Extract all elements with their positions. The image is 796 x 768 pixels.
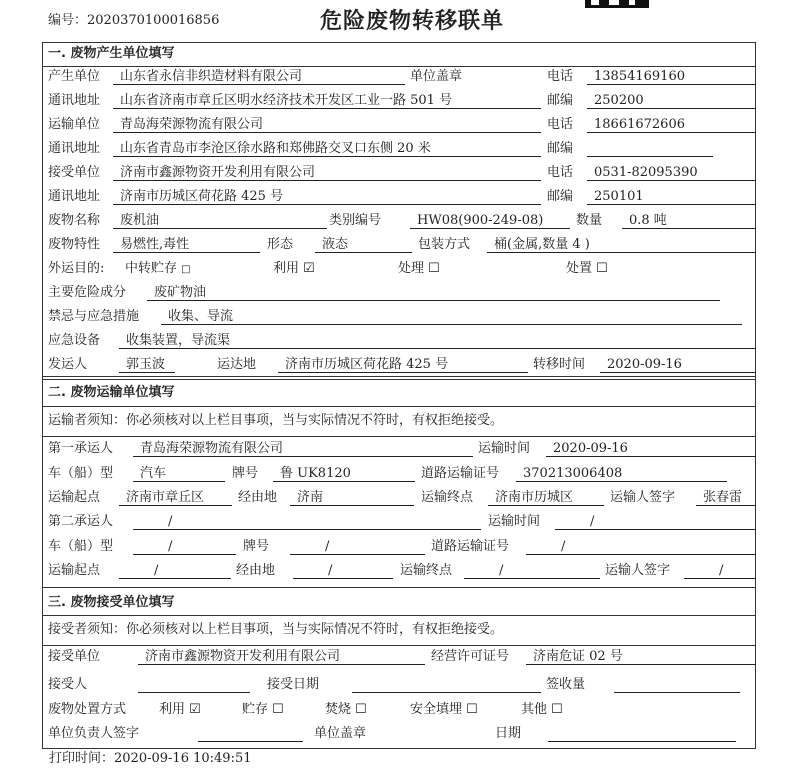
start-label: 运输起点: [48, 563, 101, 578]
transporter-field[interactable]: 青岛海荣源物流有限公司: [113, 116, 541, 133]
option-label: 中转贮存: [125, 261, 178, 276]
form-label: 形态: [267, 237, 294, 252]
signed-amount-field[interactable]: [614, 676, 740, 693]
hazard-label: 主要危险成分: [48, 285, 127, 300]
divider: [42, 406, 756, 407]
equipment-field[interactable]: 收集装置，导流渠: [119, 332, 756, 349]
option-label: 贮存: [242, 702, 269, 717]
transporter-zip-field[interactable]: [587, 140, 713, 157]
section-2-heading: 二. 废物运输单位填写: [48, 385, 175, 400]
print-time-value: 2020-09-16 10:49:51: [114, 751, 252, 766]
divider: [42, 436, 756, 437]
final-date-label: 日期: [495, 726, 522, 741]
transport-time1-field[interactable]: 2020-09-16: [546, 440, 756, 457]
divider: [42, 645, 756, 646]
address-label: 通讯地址: [48, 189, 101, 204]
section-1-heading: 一. 废物产生单位填写: [48, 46, 175, 61]
section-3-heading: 三. 废物接受单位填写: [48, 595, 175, 610]
seal-label: 单位盖章: [410, 69, 463, 84]
print-time-label: 打印时间：: [49, 751, 115, 766]
signature2-field[interactable]: /: [684, 562, 756, 579]
receiver-zip-field[interactable]: 250101: [587, 188, 756, 205]
purpose-option-utilization[interactable]: [273, 260, 315, 278]
option-label: 处置: [566, 261, 593, 276]
transporter-address-field[interactable]: 山东省青岛市李沧区徐水路和郑佛路交叉口东侧 20 米: [113, 140, 541, 157]
shipper-field[interactable]: 郭玉波: [119, 356, 175, 373]
method-option-other[interactable]: [521, 701, 563, 719]
purpose-option-transfer-storage[interactable]: [125, 260, 191, 278]
receiver-address-field[interactable]: 济南市历城区荷花路 425 号: [113, 188, 541, 205]
carrier1-label: 第一承运人: [48, 441, 114, 456]
method-option-storage[interactable]: [242, 701, 284, 719]
checked-checkbox-icon[interactable]: ☑: [303, 261, 315, 276]
checkbox-icon[interactable]: □: [181, 264, 191, 275]
purpose-label: 外运目的:: [48, 261, 105, 276]
divider: [42, 615, 756, 616]
transport-time-label: 运输时间: [478, 441, 531, 456]
packaging-label: 包装方式: [418, 237, 471, 252]
plate1-field[interactable]: 鲁 UK8120: [273, 465, 415, 482]
option-label: 焚烧: [325, 702, 352, 717]
transporter-label: 运输单位: [48, 117, 101, 132]
vehicle2-field[interactable]: /: [133, 538, 236, 555]
receiver-field[interactable]: 济南市鑫源物资开发利用有限公司: [113, 164, 541, 181]
purpose-option-treatment[interactable]: [398, 260, 440, 278]
receiving-unit-field[interactable]: 济南市鑫源物资开发利用有限公司: [138, 648, 425, 665]
zip-label: 邮编: [547, 93, 574, 108]
property-field[interactable]: 易燃性,毒性: [113, 236, 260, 253]
purpose-option-disposal[interactable]: [566, 260, 608, 278]
unit-seal-label: 单位盖章: [314, 726, 367, 741]
transfer-time-field[interactable]: 2020-09-16: [600, 356, 756, 373]
vehicle-label: 车（船）型: [48, 539, 114, 554]
plate-label: 牌号: [243, 539, 270, 554]
via1-field[interactable]: 济南: [290, 489, 414, 506]
divider: [42, 587, 756, 588]
transport-time2-field[interactable]: /: [555, 513, 756, 530]
category-field[interactable]: HW08(900-249-08): [410, 212, 570, 229]
option-label: 其他: [521, 702, 548, 717]
phone-label: 电话: [547, 69, 574, 84]
property-label: 废物特性: [48, 237, 101, 252]
checkbox-icon[interactable]: ☐: [466, 702, 478, 717]
permit-label: 道路运输证号: [431, 539, 510, 554]
quantity-field[interactable]: 0.8 吨: [622, 212, 756, 229]
shipper-label: 发运人: [48, 357, 88, 372]
address-label: 通讯地址: [48, 93, 101, 108]
license-field[interactable]: 济南危证 02 号: [526, 648, 756, 665]
phone-label: 电话: [547, 117, 574, 132]
transfer-time-label: 转移时间: [533, 357, 586, 372]
emergency-field[interactable]: 收集、导流: [161, 308, 742, 325]
method-option-utilization[interactable]: [159, 701, 201, 719]
final-date-field[interactable]: [548, 725, 736, 742]
qr-code-fragment: [585, 0, 649, 8]
vehicle-label: 车（船）型: [48, 466, 114, 481]
receiver-person-label: 接受人: [48, 677, 88, 692]
producer-label: 产生单位: [48, 69, 101, 84]
head-signature-label: 单位负责人签字: [48, 726, 140, 741]
signed-amount-label: 签收量: [546, 677, 586, 692]
producer-field[interactable]: 山东省永信非织造材料有限公司: [113, 68, 405, 85]
print-time: [49, 750, 252, 768]
receive-date-field[interactable]: [352, 676, 541, 693]
carrier2-label: 第二承运人: [48, 514, 114, 529]
start1-field[interactable]: 济南市章丘区: [119, 489, 232, 506]
receiver-label: 接受单位: [48, 165, 101, 180]
phone-label: 电话: [547, 165, 574, 180]
via-label: 经由地: [238, 490, 278, 505]
emergency-label: 禁忌与应急措施: [48, 309, 140, 324]
receive-date-label: 接受日期: [267, 677, 320, 692]
license-label: 经营许可证号: [431, 649, 510, 664]
divider: [42, 376, 756, 377]
producer-phone-field[interactable]: 13854169160: [587, 68, 756, 85]
waste-name-field[interactable]: 废机油: [113, 212, 327, 229]
plate2-field[interactable]: /: [290, 538, 425, 555]
waste-name-label: 废物名称: [48, 213, 101, 228]
via2-field[interactable]: /: [293, 562, 393, 579]
carrier1-field[interactable]: 青岛海荣源物流有限公司: [133, 440, 473, 457]
zip-label: 邮编: [547, 141, 574, 156]
packaging-field[interactable]: 桶(金属,数量 4 ): [487, 236, 756, 253]
receiver-person-field[interactable]: [138, 676, 250, 693]
signature1-field[interactable]: 张春雷: [696, 489, 756, 506]
option-label: 利用: [273, 261, 300, 276]
permit1-field[interactable]: 370213006408: [516, 465, 727, 482]
transport-time-label: 运输时间: [488, 514, 541, 529]
option-label: 处理: [398, 261, 425, 276]
option-label: 安全填埋: [410, 702, 463, 717]
permit2-field[interactable]: /: [526, 538, 756, 555]
receiver-phone-field[interactable]: 0531-82095390: [587, 164, 756, 181]
carrier2-field[interactable]: /: [133, 513, 481, 530]
divider: [42, 66, 756, 67]
permit-label: 道路运输证号: [421, 466, 500, 481]
quantity-label: 数量: [576, 213, 603, 228]
start2-field[interactable]: /: [119, 562, 231, 579]
signature-label: 运输人签字: [605, 563, 671, 578]
via-label: 经由地: [236, 563, 276, 578]
divider: [42, 379, 756, 380]
checked-checkbox-icon[interactable]: ☑: [189, 702, 201, 717]
head-signature-field[interactable]: [198, 725, 303, 742]
checkbox-icon[interactable]: ☐: [428, 261, 440, 276]
equipment-label: 应急设备: [48, 333, 101, 348]
destination-field[interactable]: 济南市历城区荷花路 425 号: [278, 356, 528, 373]
form-field[interactable]: 液态: [315, 236, 412, 253]
serial-value: 2020370100016856: [87, 13, 220, 28]
destination-label: 运达地: [217, 357, 257, 372]
end2-field[interactable]: /: [464, 562, 600, 579]
plate-label: 牌号: [232, 466, 259, 481]
page-title: 危险废物转移联单: [320, 9, 505, 34]
checkbox-icon[interactable]: ☐: [272, 702, 284, 717]
transporter-phone-field[interactable]: 18661672606: [587, 116, 756, 133]
serial-number: [48, 12, 219, 30]
checkbox-icon[interactable]: ☐: [596, 261, 608, 276]
checkbox-icon[interactable]: ☐: [355, 702, 367, 717]
receiver-notice: 接受者须知：你必须核对以上栏目事项，当与实际情况不符时，有权拒绝接受。: [48, 622, 504, 637]
hazard-field[interactable]: 废矿物油: [147, 284, 720, 301]
producer-zip-field[interactable]: 250200: [587, 92, 756, 109]
zip-label: 邮编: [547, 189, 574, 204]
serial-label: 编号：: [48, 13, 88, 28]
signature-label: 运输人签字: [610, 490, 676, 505]
method-option-landfill[interactable]: [410, 701, 478, 719]
checkbox-icon[interactable]: ☐: [551, 702, 563, 717]
method-option-incineration[interactable]: [325, 701, 367, 719]
start-label: 运输起点: [48, 490, 101, 505]
category-label: 类别编号: [329, 213, 382, 228]
vehicle1-field[interactable]: 汽车: [133, 465, 225, 482]
disposal-method-label: 废物处置方式: [48, 702, 127, 717]
end-label: 运输终点: [400, 563, 453, 578]
option-label: 利用: [159, 702, 186, 717]
end-label: 运输终点: [421, 490, 474, 505]
receiving-unit-label: 接受单位: [48, 649, 101, 664]
transporter-notice: 运输者须知：你必须核对以上栏目事项，当与实际情况不符时，有权拒绝接受。: [48, 413, 504, 428]
producer-address-field[interactable]: 山东省济南市章丘区明水经济技术开发区工业一路 501 号: [113, 92, 541, 109]
address-label: 通讯地址: [48, 141, 101, 156]
end1-field[interactable]: 济南市历城区: [488, 489, 604, 506]
